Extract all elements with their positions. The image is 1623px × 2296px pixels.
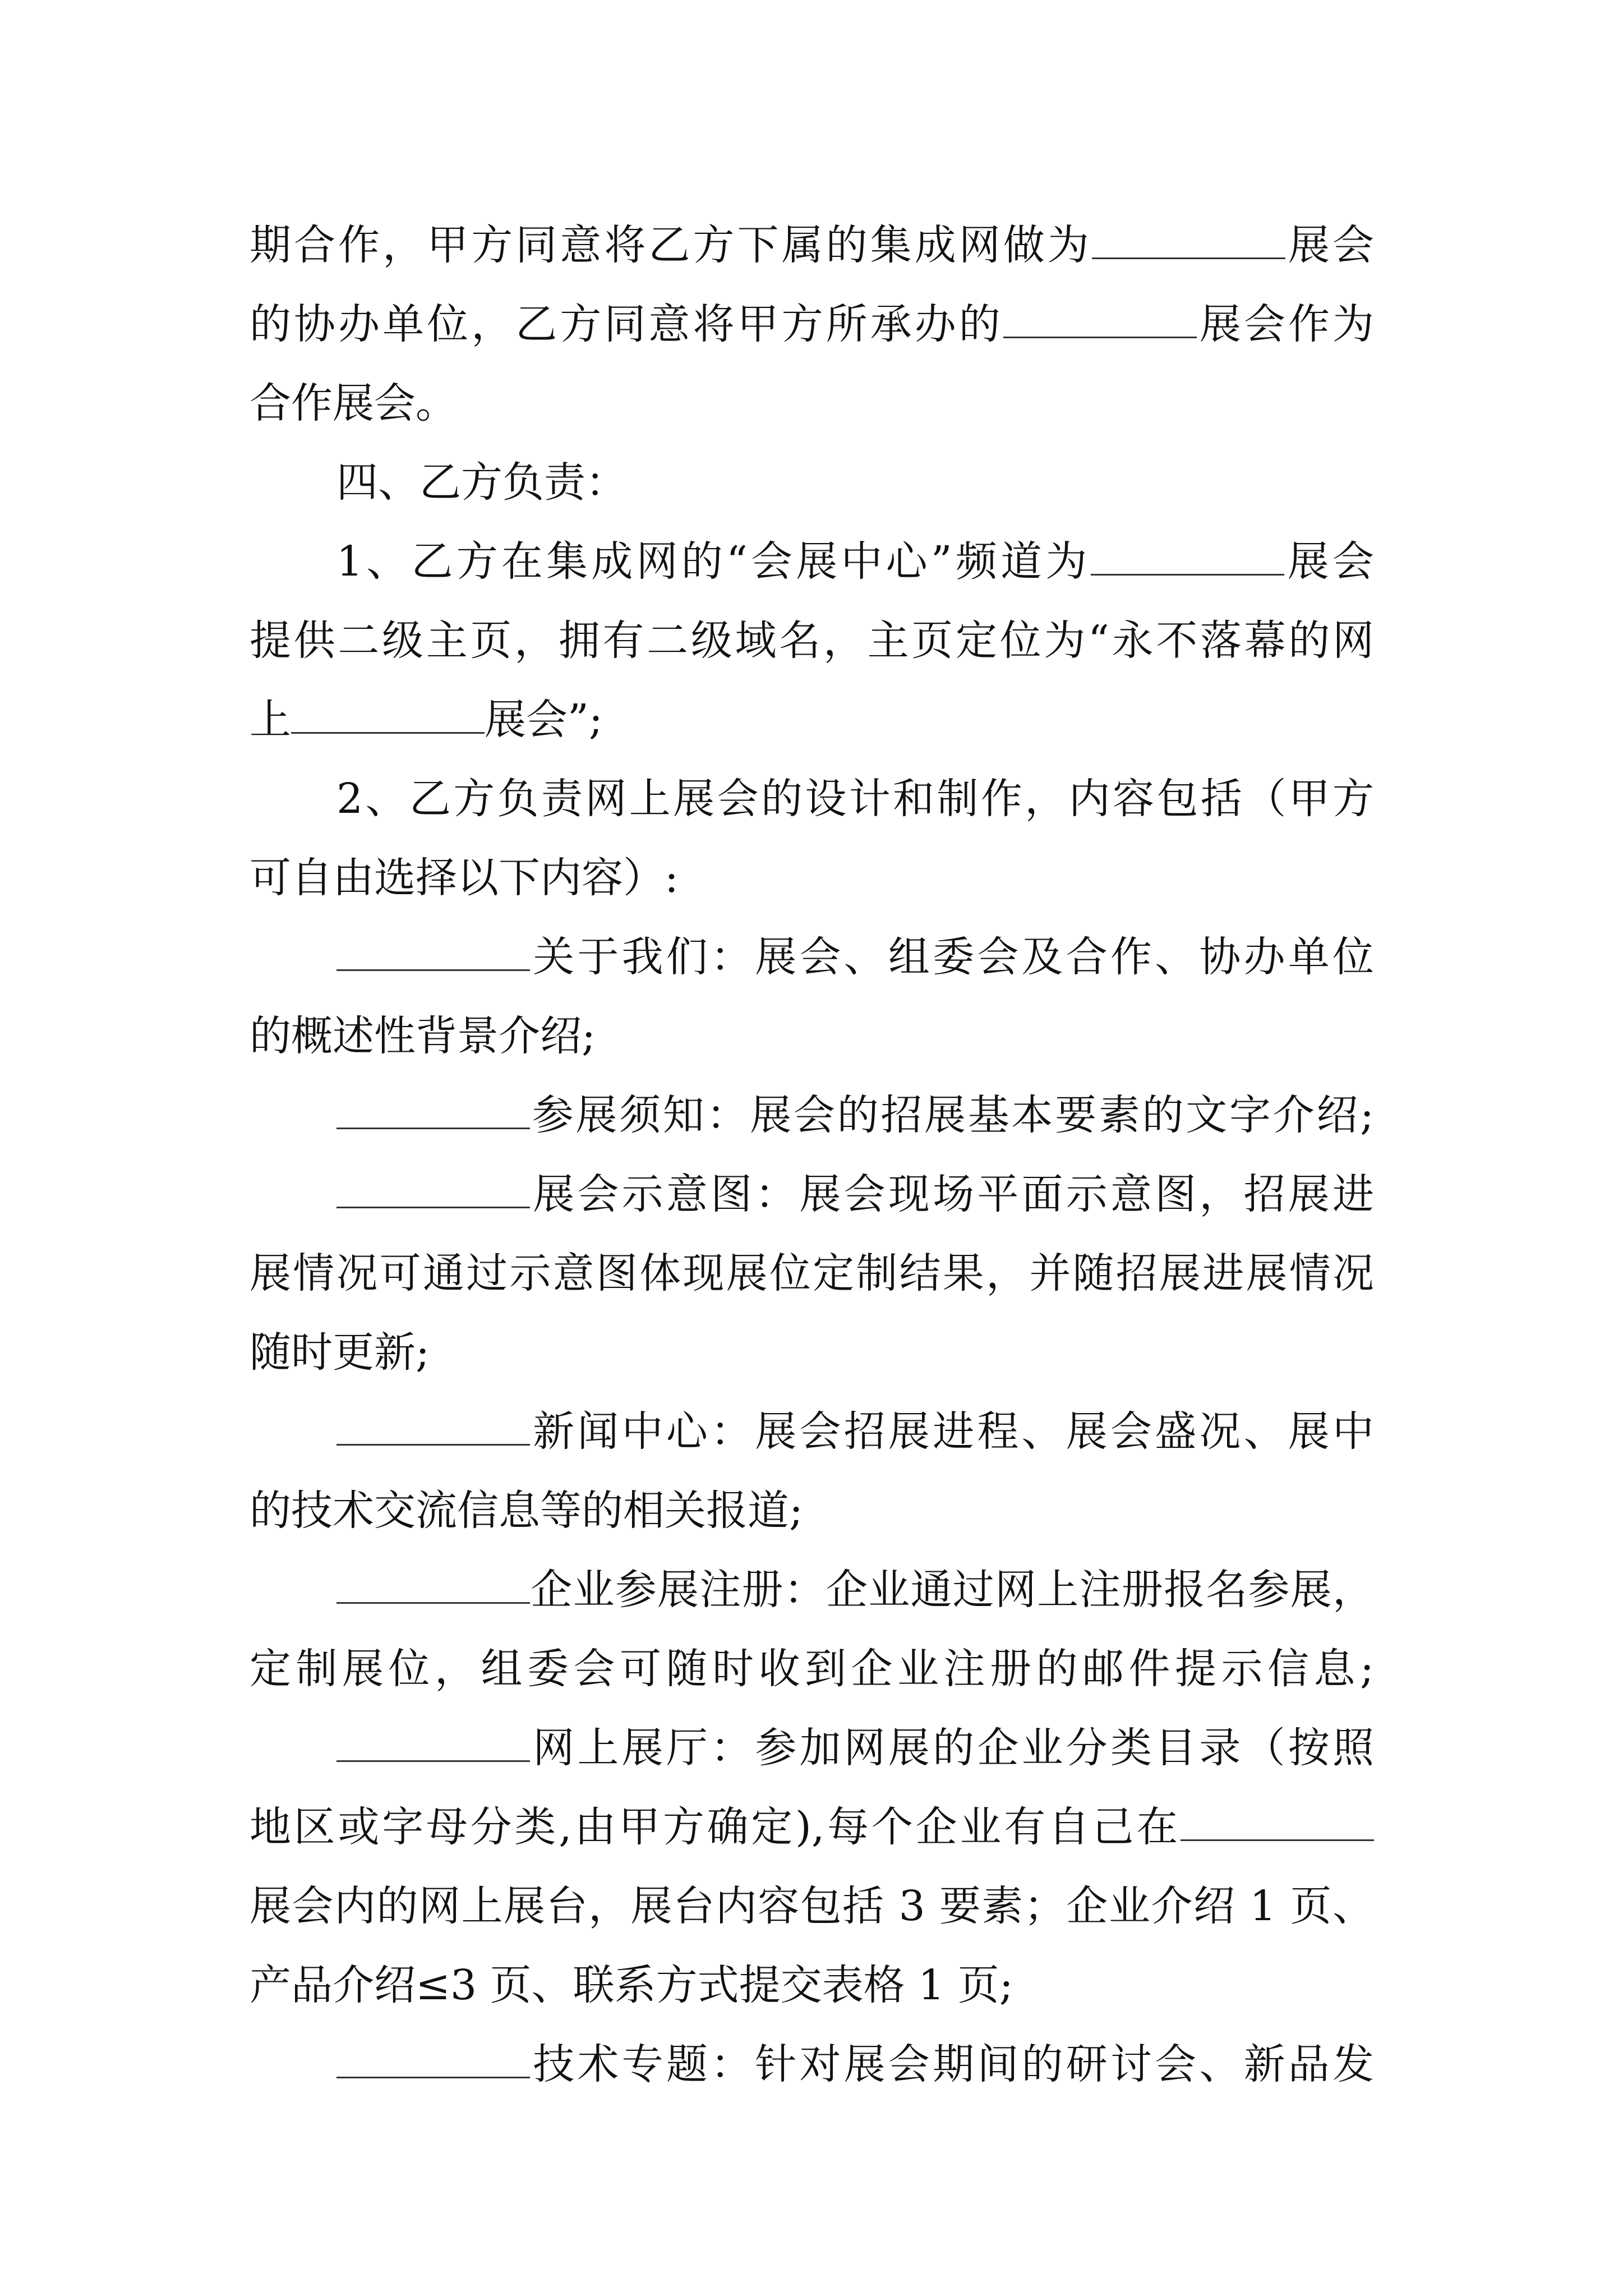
text-line: 合作展会。: [250, 379, 457, 427]
list-item: 企业参展注册：企业通过网上注册报名参展，: [336, 1548, 1374, 1632]
list-item: 展会示意图：展会现场平面示意图，招展进: [336, 1152, 1374, 1236]
fill-in-blank: [1091, 535, 1284, 576]
text-line: 地区或字母分类,由甲方确定),每个企业有自己在: [250, 1785, 1374, 1869]
fill-in-blank: [336, 1405, 530, 1446]
text-line: 定制展位，组委会可随时收到企业注册的邮件提示信息;: [250, 1645, 1374, 1693]
text-line: 可自由选择以下内容）:: [250, 854, 679, 902]
list-item: 技术专题：针对展会期间的研讨会、新品发: [336, 2022, 1374, 2106]
section-heading: 四、乙方负责：: [336, 458, 627, 507]
fill-in-blank: [336, 930, 530, 971]
text-line: 产品介绍≤3 页、联系方式提交表格 1 页;: [250, 1961, 1013, 2009]
fill-in-blank: [1092, 218, 1285, 259]
fill-in-blank: [336, 1563, 530, 1604]
text-line: 的概述性背景介绍;: [250, 1012, 596, 1060]
text-line: 1、乙方在集成网的“会展中心”频道为 展会: [336, 519, 1374, 604]
list-item: 关于我们：展会、组委会及合作、协办单位: [336, 915, 1374, 999]
list-item: 参展须知：展会的招展基本要素的文字介绍;: [336, 1073, 1374, 1157]
fill-in-blank: [1181, 1800, 1374, 1841]
text-line: 展情况可通过示意图体现展位定制结果，并随招展进展情况: [250, 1249, 1374, 1297]
text-line: 期合作，甲方同意将乙方下属的集成网做为 展会: [250, 203, 1374, 287]
text-line: 上 展会”;: [250, 678, 1374, 762]
list-item: 网上展厅：参加网展的企业分类目录（按照: [336, 1706, 1374, 1790]
text-line: 随时更新;: [250, 1328, 430, 1377]
fill-in-blank: [291, 693, 485, 734]
fill-in-blank: [336, 2037, 530, 2078]
text-line: 的协办单位，乙方同意将甲方所承办的 展会作为: [250, 282, 1374, 366]
text-line: 展会内的网上展台，展台内容包括 3 要素；企业介绍 1 页、: [250, 1882, 1374, 1930]
fill-in-blank: [336, 1088, 530, 1129]
text-line: 提供二级主页，拥有二级域名，主页定位为“永不落幕的网: [250, 616, 1374, 665]
fill-in-blank: [1003, 297, 1197, 338]
text-line: 的技术交流信息等的相关报道;: [250, 1487, 803, 1535]
text-line: 2、乙方负责网上展会的设计和制作，内容包括（甲方: [336, 775, 1374, 823]
fill-in-blank: [336, 1167, 530, 1208]
list-item: 新闻中心：展会招展进程、展会盛况、展中: [336, 1389, 1374, 1474]
fill-in-blank: [336, 1721, 530, 1762]
